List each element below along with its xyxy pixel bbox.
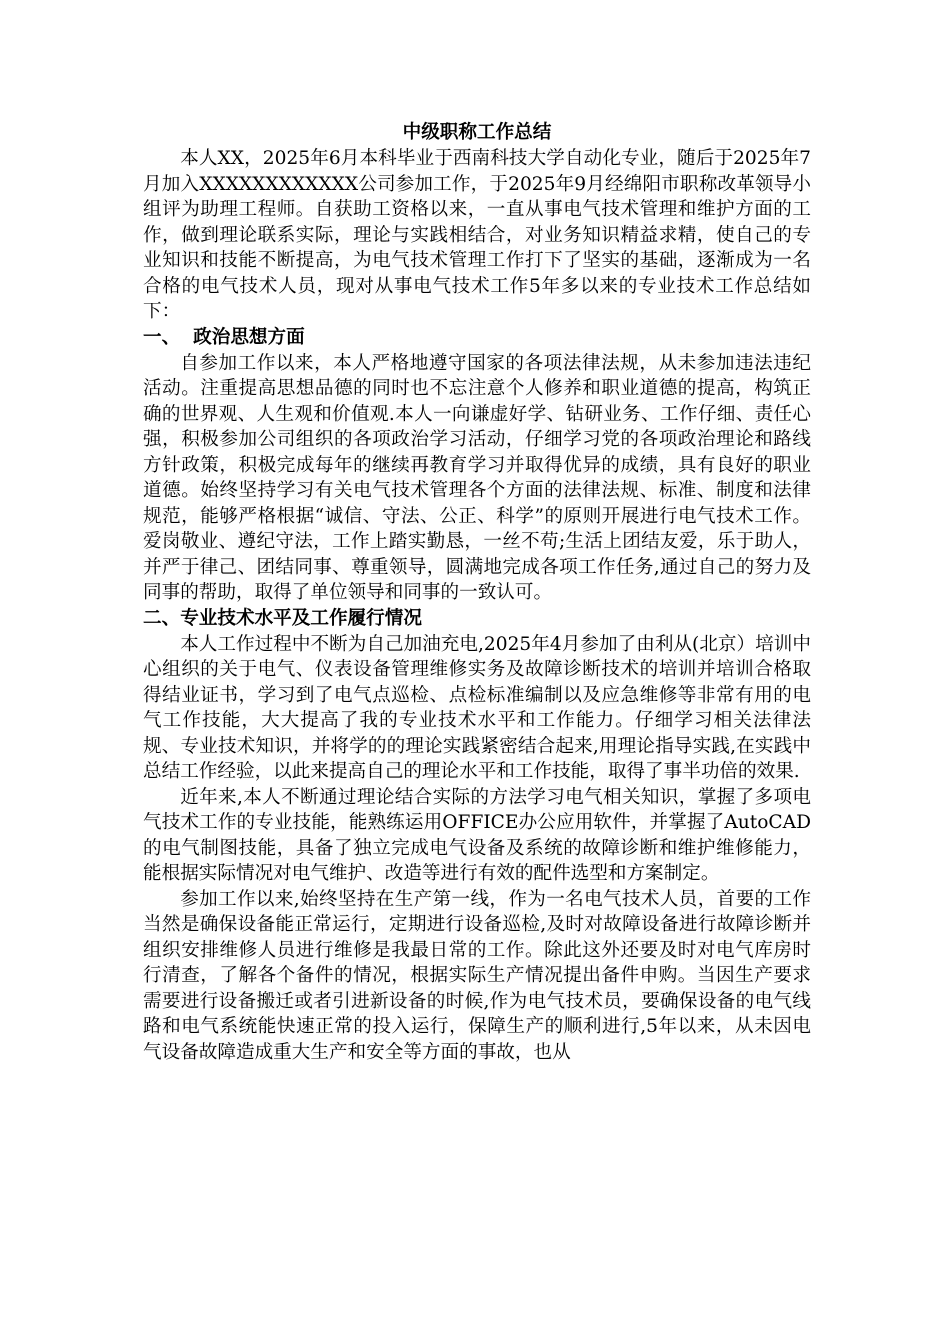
- section2-paragraph-skills: 近年来,本人不断通过理论结合实际的方法学习电气相关知识，掌握了多项电气技术工作的专业技能，能熟练运用OFFICE办公应用软件，并掌握了AutoCAD的电气制图技能，具备了独立完成电气设备及系统的故障诊断和维护维修能力，能根据实际情况对电气维护、改造等进行有效的配件选型和方案制定。: [143, 786, 811, 884]
- section-heading-technical: 二、专业技术水平及工作履行情况: [143, 607, 422, 629]
- section2-paragraph-duties: 参加工作以来,始终坚持在生产第一线，作为一名电气技术人员，首要的工作当然是确保设备能正常运行，定期进行设备巡检,及时对故障设备进行故障诊断并组织安排维修人员进行维修是我最日常的工作。除此这外还要及时对电气库房时行清查，了解各个备件的情况，根据实际生产情况提出备件申购。当因生产要求需要进行设备搬迁或者引进新设备的时候,作为电气技术员，要确保设备的电气线路和电气系统能快速正常的投入运行，保障生产的顺利进行,5年以来，从未因电气设备故障造成重大生产和安全等方面的事故，也从: [143, 888, 811, 1063]
- document-title: 中级职称工作总结: [402, 122, 552, 143]
- section-heading-politics: 一、 政治思想方面: [143, 326, 305, 348]
- section1-paragraph: 自参加工作以来，本人严格地遵守国家的各项法律法规，从未参加违法违纪活动。注重提高思想品德的同时也不忘注意个人修养和职业道德的提高，构筑正确的世界观、人生观和价值观.本人一向谦虚好学、钻研业务、工作仔细、责任心强，积极参加公司组织的各项政治学习活动，仔细学习党的各项政治理论和路线方针政策，积极完成每年的继续再教育学习并取得优异的成绩，具有良好的职业道德。始终坚持学习有关电气技术管理各个方面的法律法规、标准、制度和法律规范，能够严格根据“诚信、守法、公正、科学”的原则开展进行电气技术工作。爱岗敬业、遵纪守法，工作上踏实勤恳，一丝不苟;生活上团结友爱，乐于助人，并严于律己、团结同事、尊重领导，圆满地完成各项工作任务,通过自己的努力及同事的帮助，取得了单位领导和同事的一致认可。: [143, 352, 811, 603]
- intro-paragraph: 本人XX，2025年6月本科毕业于西南科技大学自动化专业，随后于2025年7月加入XXXXXXXXXXXX公司参加工作，于2025年9月经绵阳市职称改革领导小组评为助理工程师。自获助工资格以来，一直从事电气技术管理和维护方面的工作，做到理论联系实际，理论与实践相结合，对业务知识精益求精，使自己的专业知识和技能不断提高，为电气技术管理工作打下了坚实的基础，逐渐成为一名合格的电气技术人员，现对从事电气技术工作5年多以来的专业技术工作总结如下：: [143, 148, 811, 322]
- document-page: [143, 120, 811, 1065]
- section2-paragraph-training: 本人工作过程中不断为自己加油充电,2025年4月参加了由利从(北京）培训中心组织的关于电气、仪表设备管理维修实务及故障诊断技术的培训并培训合格取得结业证书，学习到了电气点巡检、点检标准编制以及应急维修等非常有用的电气工作技能，大大提高了我的专业技术水平和工作能力。仔细学习相关法律法规、专业技术知识，并将学的的理论实践紧密结合起来,用理论指导实践,在实践中总结工作经验，以此来提高自己的理论水平和工作技能，取得了事半功倍的效果.: [143, 633, 811, 782]
